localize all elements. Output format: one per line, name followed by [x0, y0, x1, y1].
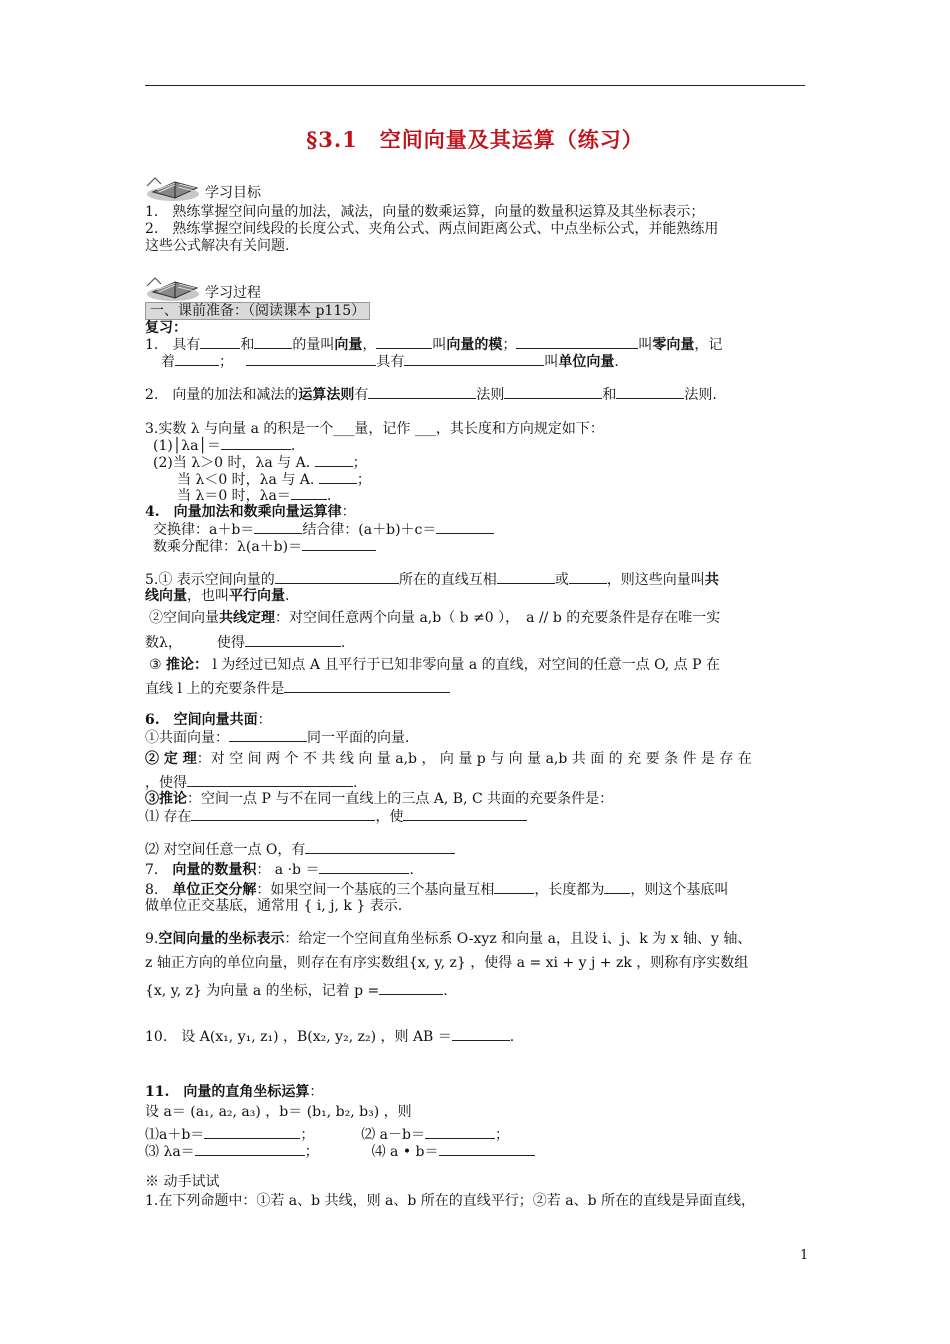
item-5-3b: 直线 l 上的充要条件是: [145, 679, 810, 698]
blank: [403, 807, 527, 821]
blank: [302, 537, 376, 551]
item-3: 3.实数 λ 与向量 a 的积是一个___量，记作 ___，其长度和方向规定如下：: [145, 421, 604, 437]
blank: [191, 807, 375, 821]
item-6-3: ③推论：空间一点 P 与不在同一直线上的三点 A, B, C 共面的充要条件是：: [145, 791, 614, 807]
blank: [246, 352, 376, 366]
page-number: 1: [800, 1248, 809, 1263]
blank: [616, 385, 684, 399]
item-5-1b: 线向量，也叫平行向量.: [145, 588, 290, 604]
goal-item: 1. 熟练掌握空间向量的加法，减法，向量的数乘运算，向量的数量积运算及其坐标表示；: [145, 204, 705, 220]
blank: [175, 352, 219, 366]
blank: [315, 453, 353, 467]
item-3-1: (1)│λa│＝ .: [153, 438, 296, 454]
blank: [425, 1125, 495, 1139]
item-10: 10. 设 A(x₁, y₁, z₁) ，B(x₂, y₂, z₂) ，则 AB ＝ .: [145, 1029, 515, 1045]
item-6: 6. 空间向量共面：: [145, 712, 272, 728]
item-9: 9.空间向量的坐标表示：给定一个空间直角坐标系 O-xyz 和向量 a，且设 i、j、k 为 x 轴、y 轴、: [145, 931, 752, 947]
blank: [379, 981, 443, 995]
blank: [376, 335, 432, 349]
blank: [284, 679, 450, 693]
blank: [275, 570, 399, 584]
blank: [291, 486, 327, 500]
blank: [200, 335, 240, 349]
blank: [516, 335, 638, 349]
book-icon: [145, 268, 203, 304]
item-9b: z 轴正方向的单位向量，则存在有序实数组{x, y, z} ，使得 a = xi + y j + zk ，则称有序实数组: [145, 955, 749, 971]
item-8: 8. 单位正交分解：如果空间一个基底的三个基向量互相 ，长度都为 ，则这个基底叫: [145, 882, 729, 898]
item-6-3b: ⑵ 对空间任意一点 O，有: [145, 840, 810, 859]
item-5-2b: 数λ， 使得 .: [145, 635, 346, 651]
item-5-2: ②空间向量共线定理：对空间任意两个向量 a,b（ b ≠0 ）， a // b 的充要条件是存在唯一实: [149, 610, 721, 626]
blank: [195, 1142, 305, 1156]
blank: [305, 840, 455, 854]
blank: [204, 1125, 300, 1139]
item-6-2: ② 定 理：对 空 间 两 个 不 共 线 向 量 a,b ， 向 量 p 与 向 量 a,b 共 面 的 充 要 条 件 是 存 在: [145, 751, 752, 767]
item-4-laws: 交换律：a＋b＝ 结合律：(a＋b)＋c＝: [145, 520, 810, 539]
try-label: ※ 动手试试: [145, 1174, 220, 1190]
item-6-1: ①共面向量： 同一平面的向量.: [145, 730, 410, 746]
blank: [497, 570, 555, 584]
blank: [254, 520, 302, 534]
goals-heading: 学习目标: [145, 168, 445, 208]
item-4: 4. 向量加法和数乘向量运算律：: [145, 504, 356, 520]
blank: [245, 633, 341, 647]
goal-item: 2. 熟练掌握空间线段的长度公式、夹角公式、两点间距离公式、中点坐标公式，并能熟练用: [145, 221, 719, 237]
header-rule: [145, 85, 805, 86]
process-heading: 学习过程: [145, 268, 445, 308]
item-2: 2. 向量的加法和减法的运算法则有 法则 和 法则.: [145, 387, 717, 403]
item-9c: {x, y, z} 为向量 a 的坐标，记着 p = .: [145, 983, 448, 999]
review-label: 复习：: [145, 320, 187, 336]
item-7: 7. 向量的数量积： a ·b ＝ .: [145, 862, 414, 878]
item-8b: 做单位正交基底，通常用 { i, j, k } 表示.: [145, 898, 403, 914]
item-1-line1: 1. 具有 和 的量叫向量， 叫向量的模； 叫零向量，记: [145, 337, 723, 353]
book-icon: [145, 168, 203, 204]
blank: [436, 520, 494, 534]
blank: [404, 352, 544, 366]
blank: [221, 436, 291, 450]
blank: [319, 860, 409, 874]
blank: [254, 335, 292, 349]
prep-label: 一、课前准备：（阅读课本 p115）: [145, 302, 370, 320]
item-3-3: 当 λ＜0 时，λa 与 A. ；: [177, 472, 371, 488]
item-11a: 设 a＝ (a₁, a₂, a₃) ，b＝ (b₁, b₂, b₃) ，则: [145, 1104, 412, 1120]
blank: [569, 570, 607, 584]
item-6-3a: ⑴ 存在 ，使: [145, 807, 810, 826]
item-1-line2: 着 ； 具有 叫单位向量.: [161, 354, 619, 370]
blank: [504, 385, 602, 399]
blank: [187, 773, 353, 787]
blank: [494, 880, 534, 894]
item-11b: ⑴a＋b＝ ； ⑵ a－b＝ ；: [145, 1127, 509, 1143]
try-question-1: 1.在下列命题中：①若 a、b 共线，则 a、b 所在的直线平行；②若 a、b 所在的直线是异面直线，: [145, 1193, 755, 1209]
item-6-2b: ，使得 .: [145, 775, 358, 791]
blank: [229, 728, 307, 742]
blank: [439, 1142, 535, 1156]
item-11: 11. 向量的直角坐标运算：: [145, 1084, 324, 1100]
blank: [368, 385, 476, 399]
item-11c: ⑶ λa＝ ； ⑷ a • b＝: [145, 1142, 810, 1161]
blank: [604, 880, 630, 894]
blank: [319, 470, 357, 484]
item-5-3: ③ 推论： l 为经过已知点 A 且平行于已知非零向量 a 的直线，对空间的任意一点 O, 点 P 在: [149, 657, 720, 673]
item-4-dist: 数乘分配律：λ(a＋b)＝: [145, 537, 810, 556]
goal-item: 这些公式解决有关问题.: [145, 238, 290, 254]
prep-line: [145, 302, 810, 320]
page-title: §3.1 空间向量及其运算（练习）: [306, 127, 644, 152]
blank: [452, 1027, 510, 1041]
item-3-2: (2)当 λ＞0 时，λa 与 A. ；: [153, 455, 367, 471]
item-3-4: 当 λ＝0 时，λa＝ .: [177, 488, 332, 504]
item-5-1: 5.① 表示空间向量的 所在的直线互相 或 ，则这些向量叫共: [145, 572, 719, 588]
